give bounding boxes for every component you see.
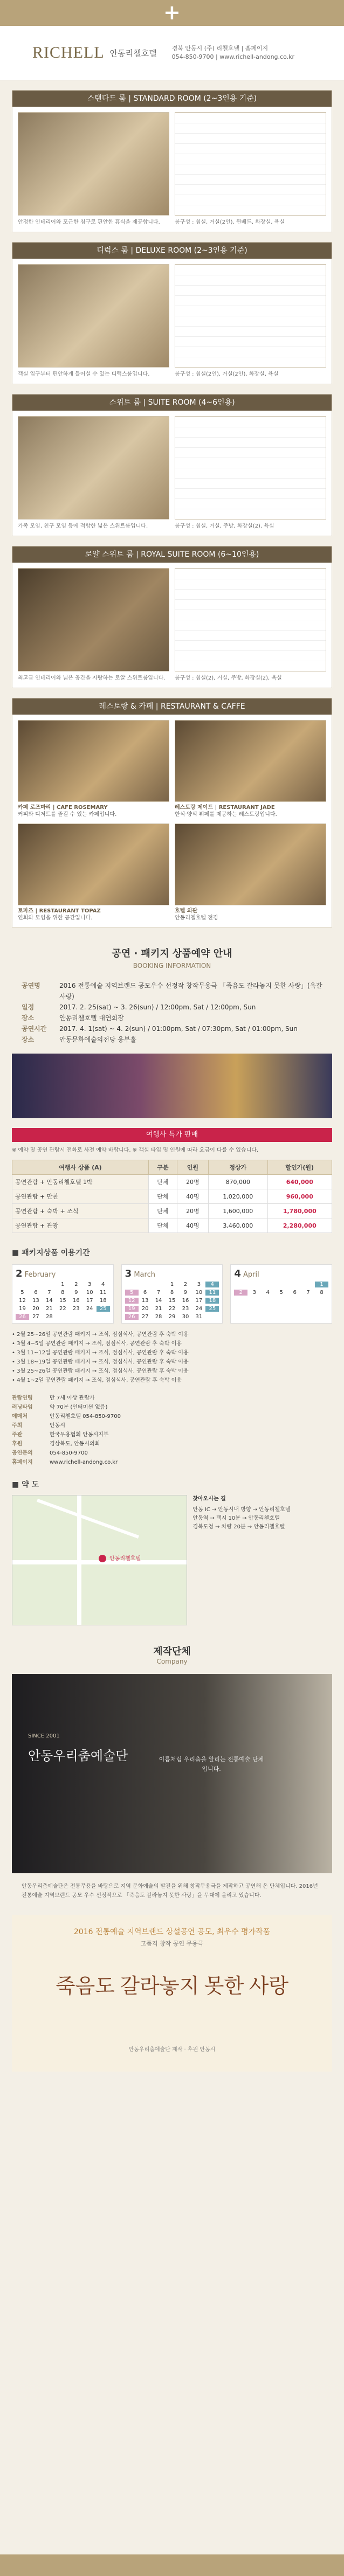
room-photo bbox=[18, 112, 169, 216]
package-table bbox=[12, 1160, 332, 1233]
event-info bbox=[12, 1394, 332, 1467]
package-note: ※ 예약 및 공연 관람시 전화로 사전 예약 바랍니다. ※ 객실 타입 및 인원에 따라 요금이 다를 수 있습니다. bbox=[12, 1147, 259, 1153]
restaurant-desc: 연회와 모임을 위한 공간입니다. bbox=[18, 915, 93, 921]
package-sale-price: 2,280,000 bbox=[267, 1218, 332, 1233]
info-value[interactable]: www.richell-andong.co.kr bbox=[50, 1459, 118, 1465]
package-sale-price: 640,000 bbox=[267, 1175, 332, 1189]
restaurant-item bbox=[175, 823, 326, 922]
room-composition: 룸구성 : 침실(2인), 거실(2인), 화장실, 욕실 bbox=[175, 371, 279, 377]
package-sale-price: 1,780,000 bbox=[267, 1204, 332, 1218]
company-title: 제작단체 bbox=[153, 1646, 191, 1657]
package-people: 40명 bbox=[177, 1218, 208, 1233]
company-title-en: Company bbox=[156, 1658, 188, 1665]
calendar-feb bbox=[12, 1264, 114, 1324]
package-type: 단체 bbox=[148, 1175, 177, 1189]
package-type: 단체 bbox=[148, 1189, 177, 1204]
room-photo bbox=[18, 416, 169, 520]
restaurant-name: 카페 로즈마리 | CAFE ROSEMARY bbox=[18, 805, 108, 811]
floor-plan bbox=[175, 568, 326, 671]
calendars bbox=[12, 1264, 332, 1324]
calendar-apr bbox=[230, 1264, 332, 1324]
schedule-list bbox=[12, 1330, 332, 1385]
booking-title-en: BOOKING INFORMATION bbox=[133, 962, 211, 970]
info-key: 공연명 bbox=[22, 982, 40, 989]
table-row bbox=[12, 1189, 332, 1204]
poster-footer: 안동우리춤예술단 제작 · 후원 안동시 bbox=[128, 2047, 216, 2053]
location bbox=[12, 1495, 332, 1625]
calendar-days: 1 2 3 4 5 6 7 8 9 10 11 12 13 14 15 16 17 18 19 20 21 22 23 24 25 26 27 28 bbox=[16, 1282, 110, 1320]
package-name: 공연관람 + 숙박 + 조식 bbox=[12, 1204, 149, 1218]
month-number: 4 bbox=[234, 1268, 241, 1279]
info-value: 안동시 bbox=[50, 1423, 65, 1429]
package-normal-price: 3,460,000 bbox=[209, 1218, 268, 1233]
month-name: April bbox=[243, 1271, 259, 1279]
room-caption: 가족 모임, 친구 모임 등에 적합한 넓은 스위트룸입니다. bbox=[18, 523, 148, 529]
info-value: 2017. 2. 25(sat) ~ 3. 26(sun) / 12:00pm, Sat / 12:00pm, Sun bbox=[59, 1003, 256, 1011]
info-value: 2016 전통예술 지역브랜드 공모우수 선정작 창작무용극 「죽음도 갈라놓지 못한 사랑」(옥갈사랑) bbox=[59, 982, 322, 1000]
package-sale-price: 960,000 bbox=[267, 1189, 332, 1204]
info-value: 2017. 4. 1(sat) ~ 4. 2(sun) / 01:00pm, Sat / 07:30pm, Sat / 01:00pm, Sun bbox=[59, 1025, 298, 1033]
info-key: 주최 bbox=[12, 1423, 23, 1429]
table-header: 여행사 상품 (A) bbox=[12, 1160, 149, 1175]
month-number: 2 bbox=[16, 1268, 23, 1279]
directions bbox=[192, 1495, 332, 1625]
table-header: 인원 bbox=[177, 1160, 208, 1175]
calendar-days: 1 2 3 4 5 6 7 8 9 10 11 12 13 14 15 16 17 18 19 20 21 22 23 24 25 26 27 28 29 30 31 bbox=[125, 1282, 219, 1320]
list-item: • 3월 11~12일 공연관람 패키지 → 조식, 점심식사, 공연관람 후 숙박 이용 bbox=[12, 1350, 189, 1356]
table-row bbox=[12, 1204, 332, 1218]
info-key: 장소 bbox=[22, 1036, 35, 1043]
location-pin-icon bbox=[99, 1555, 106, 1562]
room-suite bbox=[12, 394, 332, 536]
list-item: • 2월 25~26일 공연관람 패키지 → 조식, 점심식사, 공연관람 후 숙박 이용 bbox=[12, 1332, 189, 1338]
hotel-phone: 054-850-9700 | www.richell-andong.co.kr bbox=[171, 53, 295, 60]
info-value: 만 7세 이상 관람가 bbox=[50, 1395, 95, 1401]
restaurant-desc: 한식·양식 뷔페를 제공하는 레스토랑입니다. bbox=[175, 812, 277, 818]
month-name: March bbox=[134, 1271, 155, 1279]
restaurant-photo bbox=[18, 720, 169, 802]
package-type: 단체 bbox=[148, 1204, 177, 1218]
table-row bbox=[12, 1175, 332, 1189]
hotel-contact bbox=[172, 44, 294, 61]
company-panel bbox=[12, 1674, 332, 1873]
package-title: 여행사 특가 판매 bbox=[12, 1128, 332, 1142]
package-name: 공연관람 + 관광 bbox=[12, 1218, 149, 1233]
map[interactable] bbox=[12, 1495, 187, 1625]
top-bar bbox=[0, 0, 344, 26]
floor-plan bbox=[175, 416, 326, 520]
info-value: 안동리첼호텔 대연회장 bbox=[59, 1014, 124, 1022]
restaurant-desc: 커피와 디저트를 즐길 수 있는 카페입니다. bbox=[18, 812, 117, 818]
section-title: 레스토랑 & 카페 | RESTAURANT & CAFFE bbox=[12, 698, 332, 715]
restaurant-item bbox=[18, 720, 169, 818]
room-caption: 안정한 인테리어와 포근한 침구로 편안한 휴식을 제공합니다. bbox=[18, 219, 160, 225]
month-name: February bbox=[24, 1271, 56, 1279]
info-value: 054-850-9700 bbox=[50, 1450, 88, 1456]
hotel-header bbox=[0, 26, 344, 80]
directions-title: 찾아오시는 길 bbox=[192, 1496, 226, 1502]
room-standard bbox=[12, 90, 332, 232]
list-item: 안동역 → 택시 10분 → 안동리첼호텔 bbox=[192, 1515, 280, 1521]
section-title: 로얄 스위트 룸 | ROYAL SUITE ROOM (6~10인용) bbox=[12, 546, 332, 563]
section-title: 스위트 룸 | SUITE ROOM (4~6인용) bbox=[12, 394, 332, 411]
table-row bbox=[12, 1218, 332, 1233]
room-caption: 객실 입구부터 편안하게 들어설 수 있는 디럭스룸입니다. bbox=[18, 371, 150, 377]
info-key: 주관 bbox=[12, 1432, 23, 1438]
performance-banner bbox=[12, 1054, 332, 1118]
info-key: 홈페이지 bbox=[12, 1459, 33, 1465]
list-item: • 3월 4~5일 공연관람 패키지 → 조식, 점심식사, 공연관람 후 숙박 이용 bbox=[12, 1341, 182, 1347]
room-composition: 룸구성 : 침실(2), 거실, 주방, 화장실(2), 욕실 bbox=[175, 675, 282, 681]
info-key: 관람연령 bbox=[12, 1395, 33, 1401]
section-title: 스탠다드 룸 | STANDARD ROOM (2~3인용 기준) bbox=[12, 91, 332, 107]
room-caption: 최고급 인테리어와 넓은 공간을 자랑하는 로얄 스위트룸입니다. bbox=[18, 675, 166, 681]
list-item: • 3월 18~19일 공연관람 패키지 → 조식, 점심식사, 공연관람 후 숙박 이용 bbox=[12, 1359, 189, 1365]
restaurant-section bbox=[12, 698, 332, 927]
list-item: 경북도청 → 차량 20분 → 안동리첼호텔 bbox=[192, 1524, 285, 1530]
plus-icon: + bbox=[163, 1, 181, 24]
restaurant-photo bbox=[175, 720, 326, 802]
restaurant-item bbox=[175, 720, 326, 818]
poster-title: 죽음도 갈라놓지 못한 사랑 bbox=[55, 1975, 289, 1998]
room-deluxe bbox=[12, 242, 332, 384]
package-type: 단체 bbox=[148, 1218, 177, 1233]
location-title: ■ 약 도 bbox=[12, 1480, 39, 1489]
restaurant-name: 토파즈 | RESTAURANT TOPAZ bbox=[18, 908, 101, 914]
table-header: 정상가 bbox=[209, 1160, 268, 1175]
info-key: 공연시간 bbox=[22, 1025, 47, 1033]
package-name: 공연관람 + 만찬 bbox=[12, 1189, 149, 1204]
room-photo bbox=[18, 264, 169, 368]
package-normal-price: 1,600,000 bbox=[209, 1204, 268, 1218]
poster-subtitle-2: 고품격 창작 공연 무용극 bbox=[140, 1940, 204, 1947]
company-heading bbox=[0, 1644, 344, 1665]
package-people: 20명 bbox=[177, 1204, 208, 1218]
map-label: 안동리첼호텔 bbox=[109, 1556, 141, 1562]
info-key: 공연문의 bbox=[12, 1450, 33, 1456]
list-item: 안동 IC → 안동시내 방향 → 안동리첼호텔 bbox=[192, 1507, 291, 1513]
room-composition: 룸구성 : 침실, 거실, 주방, 화장실(2), 욕실 bbox=[175, 523, 274, 529]
package-name: 공연관람 + 안동리첼호텔 1박 bbox=[12, 1175, 149, 1189]
schedule-title: ■ 패키지상품 이용기간 bbox=[12, 1249, 90, 1257]
package-normal-price: 870,000 bbox=[209, 1175, 268, 1189]
restaurant-name: 레스토랑 제이드 | RESTAURANT JADE bbox=[175, 805, 275, 811]
booking-title: 공연 · 패키지 상품예약 안내 bbox=[112, 948, 232, 959]
room-royal-suite bbox=[12, 546, 332, 688]
list-item: • 3월 25~26일 공연관람 패키지 → 조식, 점심식사, 공연관람 후 숙박 이용 bbox=[12, 1368, 189, 1374]
restaurant-name: 호텔 외관 bbox=[175, 908, 198, 914]
hotel-logo: RICHELL bbox=[32, 44, 105, 61]
floor-plan bbox=[175, 264, 326, 368]
restaurant-desc: 안동리첼호텔 전경 bbox=[175, 915, 218, 921]
hotel-name-ko: 안동리첼호텔 bbox=[109, 48, 157, 58]
hotel-address: 경북 안동시 (주) 리첼호텔 | 홈페이지 bbox=[171, 45, 269, 52]
info-value: 안동리첼호텔 054-850-9700 bbox=[50, 1414, 121, 1419]
calendar-days: 1 2 3 4 5 6 7 8 bbox=[234, 1282, 328, 1296]
room-photo bbox=[18, 568, 169, 671]
info-key: 일정 bbox=[22, 1003, 35, 1011]
poster-subtitle: 2016 전통예술 지역브랜드 상설공연 공모, 최우수 평가작품 bbox=[73, 1928, 271, 1936]
restaurant-photo bbox=[18, 823, 169, 905]
info-value: 경상북도, 안동시의회 bbox=[50, 1441, 100, 1447]
info-key: 러닝타임 bbox=[12, 1404, 33, 1410]
info-value: 약 70분 (인터미션 없음) bbox=[50, 1404, 108, 1410]
restaurant-item bbox=[18, 823, 169, 922]
floor-plan bbox=[175, 112, 326, 216]
company-name: 안동우리춤예술단 bbox=[28, 1749, 128, 1763]
company-description: 안동우리춤예술단은 전통무용을 바탕으로 지역 문화예술의 발전을 위해 창작무용극을 제작하고 공연해 온 단체입니다. 2016년 전통예술 지역브랜드 공모 우수 선정작으로 「죽음도 갈라놓지 못한 사랑」을 무대에 올리고 있습니다. bbox=[22, 1883, 318, 1899]
info-key: 예매처 bbox=[12, 1414, 27, 1419]
final-poster bbox=[12, 1915, 332, 2072]
package-people: 40명 bbox=[177, 1189, 208, 1204]
company-tagline: 이름처럼 우리춤을 알리는 전통예술 단체입니다. bbox=[159, 1756, 264, 1772]
table-header: 구분 bbox=[148, 1160, 177, 1175]
info-value: 한국무용협회 안동시지부 bbox=[50, 1432, 109, 1438]
package-people: 20명 bbox=[177, 1175, 208, 1189]
booking-heading bbox=[0, 946, 344, 970]
performance-info bbox=[22, 980, 322, 1045]
info-key: 장소 bbox=[22, 1014, 35, 1022]
info-key: 후원 bbox=[12, 1441, 23, 1447]
month-number: 3 bbox=[125, 1268, 132, 1279]
restaurant-photo bbox=[175, 823, 326, 905]
table-header: 할인가(원) bbox=[267, 1160, 332, 1175]
company-since: SINCE 2001 bbox=[28, 1733, 60, 1739]
room-composition: 룸구성 : 침실, 거실(2인), 퀸베드, 화장실, 욕실 bbox=[175, 219, 285, 225]
bottom-bar bbox=[0, 2554, 344, 2576]
package-normal-price: 1,020,000 bbox=[209, 1189, 268, 1204]
info-value: 안동문화예술의전당 웅부홀 bbox=[59, 1036, 136, 1043]
section-title: 디럭스 룸 | DELUXE ROOM (2~3인용 기준) bbox=[12, 243, 332, 259]
list-item: • 4월 1~2일 공연관람 패키지 → 조식, 점심식사, 공연관람 후 숙박 이용 bbox=[12, 1377, 182, 1383]
calendar-mar bbox=[121, 1264, 223, 1324]
